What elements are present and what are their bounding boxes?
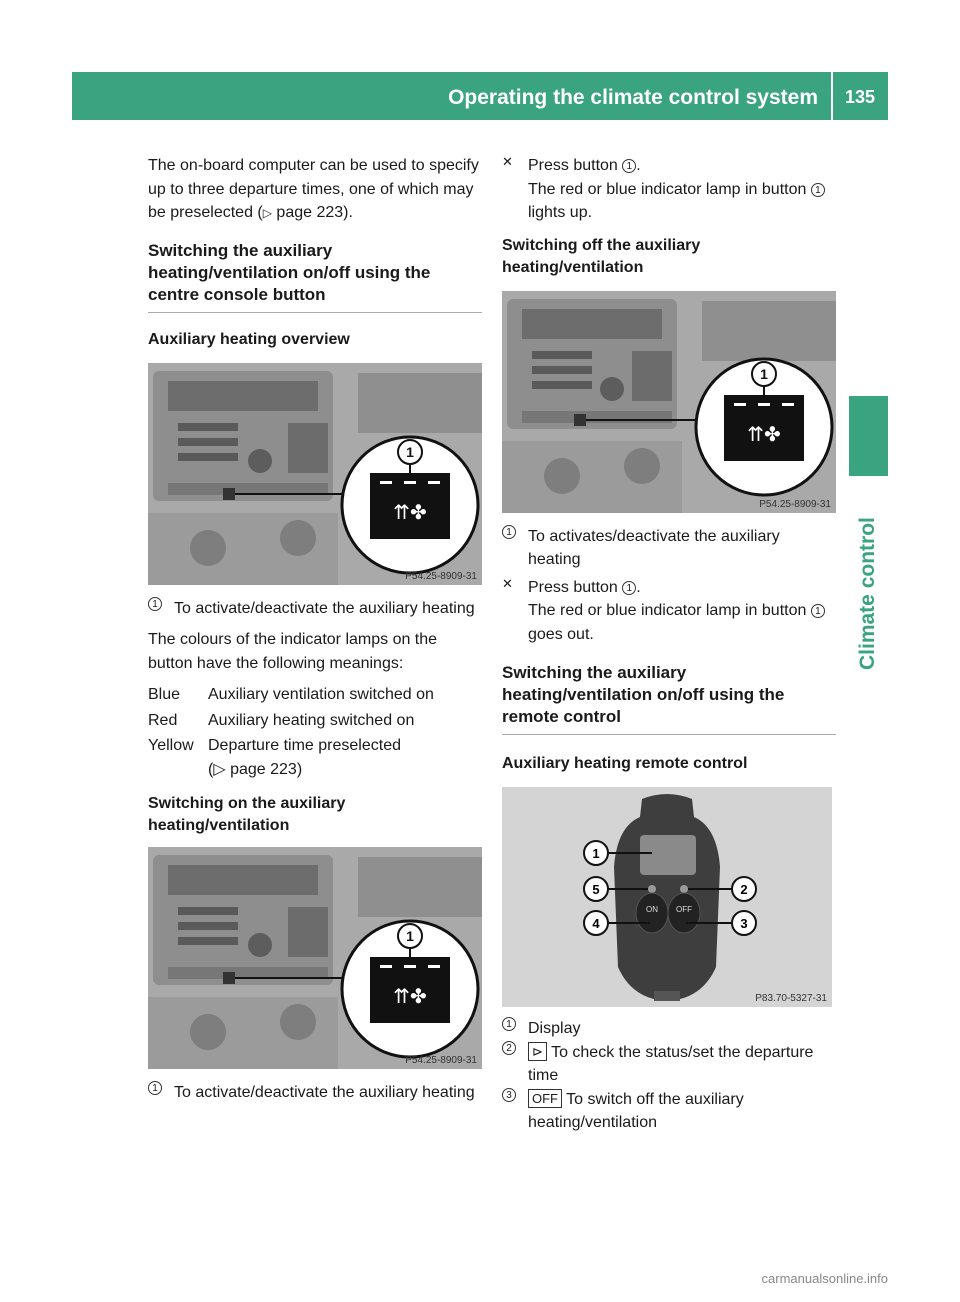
remote-on-label: ON — [646, 905, 658, 914]
fig2-callout-1: 1 — [406, 928, 414, 944]
yellow-page-ref[interactable]: page 223) — [230, 760, 303, 778]
remote-item-1 — [502, 1017, 836, 1041]
remote-marker-1: 1 — [502, 1017, 516, 1031]
legend-marker-1: 1 — [148, 597, 162, 611]
remote-marker-2: 2 — [502, 1041, 516, 1055]
fig4-callout-5: 5 — [592, 882, 600, 897]
legend-marker-3: 1 — [502, 525, 516, 539]
fig3-code: P54.25-8909-31 — [759, 498, 831, 510]
step-1-result — [528, 178, 836, 225]
step-1-result-a: The red or blue indicator lamp in button — [528, 180, 807, 198]
legend-item-1 — [148, 597, 482, 621]
legend-text-3: To activates/deactivate the auxiliary heating — [528, 527, 780, 568]
step-2-instruction: Press button 1 . — [528, 578, 641, 596]
remote-text-3-body: To switch off the auxiliary heating/ventilation — [528, 1090, 744, 1131]
header-title: Operating the climate control system — [448, 86, 818, 109]
intro-page-ref[interactable]: page 223). — [276, 204, 353, 221]
fig1-callout-1: 1 — [406, 443, 414, 460]
remote-text-1: Display — [528, 1020, 581, 1037]
meaning-text: Auxiliary heating switched on — [208, 711, 415, 729]
left-column — [148, 154, 482, 1105]
fig3-callout-1: 1 — [760, 365, 768, 382]
step-2 — [502, 576, 836, 647]
right-column — [502, 154, 836, 1135]
remote-text-2 — [528, 1041, 836, 1088]
remote-text-2-body: To check the status/set the departure time — [528, 1043, 814, 1084]
step-arrow-icon: ✕ — [502, 154, 513, 169]
console-figure-1 — [148, 363, 482, 585]
legend-item-2 — [148, 1081, 482, 1105]
step-1-marker: 1 — [622, 159, 636, 173]
legend-item-3 — [502, 525, 836, 572]
svg-text:⇈✤: ⇈✤ — [393, 984, 427, 1008]
svg-text:⇈✤: ⇈✤ — [747, 421, 781, 446]
console-figure-3 — [502, 291, 836, 513]
fig4-code: P83.70-5327-31 — [755, 993, 827, 1004]
step-1-prefix: Press button — [528, 157, 618, 174]
step-2-result-marker: 1 — [811, 604, 825, 618]
meaning-colour: Yellow — [148, 737, 194, 754]
step-2-result-b: goes out. — [528, 625, 594, 643]
meaning-colour: Blue — [148, 686, 181, 703]
off-key-icon: OFF — [528, 1089, 562, 1108]
colours-intro: The colours of the indicator lamps on the button have the following meanings: — [148, 631, 438, 672]
colour-meanings-table — [148, 683, 482, 781]
svg-text:⇈✤: ⇈✤ — [393, 499, 427, 524]
console-illustration — [502, 291, 836, 513]
page-ref-arrow-icon: ▷ — [262, 206, 272, 220]
step-2-marker: 1 — [622, 581, 636, 595]
meaning-text-yellow: Departure time preselected — [208, 737, 401, 754]
switch-on-heading: Switching on the auxiliary heating/ventilation — [148, 795, 346, 834]
header-divider — [831, 72, 833, 120]
meaning-colour: Red — [148, 711, 178, 729]
remote-off-label: OFF — [676, 905, 692, 914]
section-heading-remote: Switching the auxiliary heating/ventilation on/off using the remote control — [502, 662, 836, 735]
page-ref-arrow-icon: ▷ — [213, 760, 226, 778]
page-header — [72, 72, 888, 120]
step-1-result-marker: 1 — [811, 183, 825, 197]
legend-text-2: To activate/deactivate the auxiliary heating — [174, 1084, 475, 1101]
remote-item-2 — [502, 1041, 836, 1088]
fig2-code: P54.25-8909-31 — [405, 1055, 477, 1066]
side-tab-marker — [849, 396, 888, 476]
legend-marker-2: 1 — [148, 1081, 162, 1095]
switch-off-heading: Switching off the auxiliary heating/ventilation — [502, 236, 701, 276]
step-arrow-icon: ✕ — [502, 575, 513, 591]
remote-marker-3: 3 — [502, 1088, 516, 1102]
play-key-icon: ⊳ — [528, 1042, 547, 1061]
fig4-callout-2: 2 — [740, 882, 748, 897]
remote-heading: Auxiliary heating remote control — [502, 755, 748, 772]
step-2-prefix: Press button — [528, 578, 618, 596]
remote-illustration — [502, 787, 832, 1007]
page-number: 135 — [844, 87, 876, 107]
step-2-result — [528, 599, 836, 646]
step-1-instruction: Press button 1 . — [528, 157, 641, 174]
intro-text: The on-board computer can be used to specify up to three departure times, one of which may be preselected ( — [148, 157, 479, 221]
fig4-callout-1: 1 — [592, 846, 600, 861]
fig4-callout-4: 4 — [592, 916, 600, 931]
console-illustration — [148, 363, 482, 585]
meaning-text: Departure time preselected (▷ page 223) — [208, 737, 401, 778]
step-1 — [502, 154, 836, 225]
remote-figure — [502, 787, 832, 1007]
side-tab-label: Climate control — [856, 517, 879, 670]
overview-heading: Auxiliary heating overview — [148, 330, 350, 348]
console-figure-2 — [148, 847, 482, 1069]
legend-text-1: To activate/deactivate the auxiliary heating — [174, 599, 475, 617]
section-heading-console: Switching the auxiliary heating/ventilation on/off using the centre console button — [148, 240, 482, 313]
console-illustration — [148, 847, 482, 1069]
remote-item-3 — [502, 1088, 836, 1135]
meaning-text: Auxiliary ventilation switched on — [208, 686, 434, 703]
remote-text-3 — [528, 1088, 836, 1135]
intro-paragraph — [148, 154, 482, 226]
fig1-code: P54.25-8909-31 — [405, 570, 477, 582]
fig4-callout-3: 3 — [740, 916, 748, 931]
step-1-result-b: lights up. — [528, 204, 593, 221]
footer-watermark: carmanualsonline.info — [761, 1271, 888, 1286]
step-2-result-a: The red or blue indicator lamp in button — [528, 602, 807, 619]
